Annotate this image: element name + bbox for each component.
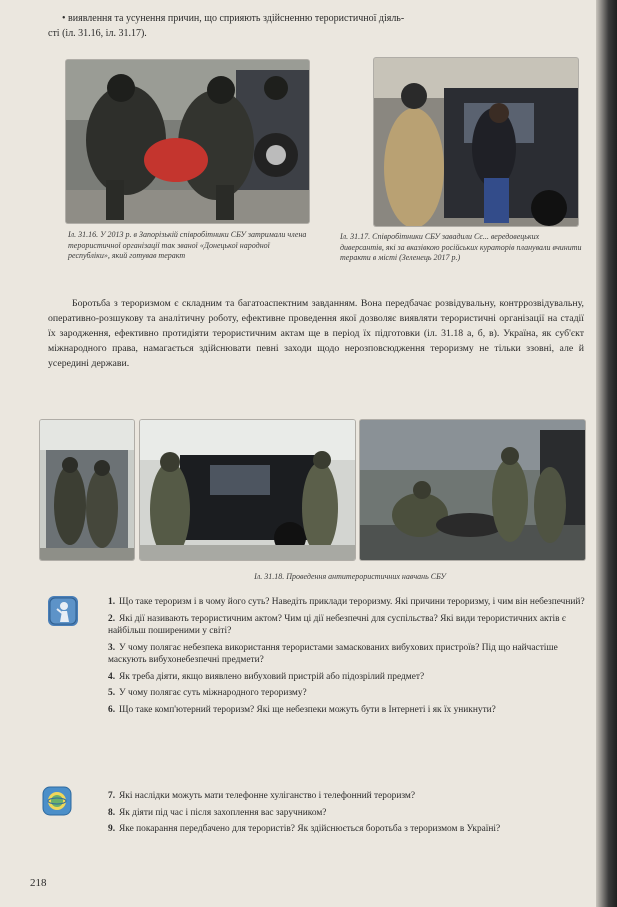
question-item: 2. Які дії називають терористичним актом? Чим ці дії небезпечні для суспільства? Які види терористичних актів є найбільш поширеними у світі? <box>108 613 566 636</box>
caption-31-16: Іл. 31.16. У 2013 р. в Запорізькій співробітники СБУ затримали члена терористичної організації так званої «Донецької народної республіки», який готував теракт <box>68 230 307 260</box>
question-item: 4. Як треба діяти, якщо виявлено вибуховий пристрій або підозрілий предмет? <box>108 671 425 682</box>
photo-31-18-b <box>140 420 355 560</box>
page-number: 218 <box>30 877 47 889</box>
photo-31-18-a <box>40 420 134 560</box>
photo-31-16-detention <box>66 60 309 223</box>
intro-bullet-line: • виявлення та усунення причин, що сприяють здійсненню терористичної діяль- <box>62 13 405 24</box>
questions-list-extra <box>108 790 586 840</box>
page-edge-shadow <box>596 0 617 907</box>
question-item: 5. У чому полягає суть міжнародного тероризму? <box>108 688 307 698</box>
photo-31-17-search <box>374 58 578 226</box>
question-item: 6. Що таке комп'ютерний тероризм? Які ще небезпеки можуть бути в Інтернеті і як їх уникнути? <box>108 704 496 715</box>
question-item: 8. Як діяти під час і після захоплення вас заручником? <box>108 807 327 818</box>
photo-31-18-c <box>360 420 585 560</box>
question-item: 1. Що таке тероризм і в чому його суть? Наведіть приклади тероризму. Які причини тероризму, і чим він небезпечний? <box>108 597 585 607</box>
intro-continuation-line: сті (іл. 31.16, іл. 31.17). <box>48 28 147 39</box>
question-item: 9. Яке покарання передбачено для терористів? Як здійснюється боротьба з тероризмом в Україні? <box>108 824 501 834</box>
thinking-figure-icon <box>48 596 78 626</box>
question-item: 7. Які наслідки можуть мати телефонне хуліганство і телефонний тероризм? <box>108 791 416 801</box>
body-paragraph: Боротьба з тероризмом є складним та багатоаспектним завданням. Вона передбачає розвідувальну, контррозвідувальну, оперативно-розшукову та аналітичну роботу, ефективне проведення якої дозволяє виявляти терористичні організації на стадії їх зародження, ефективно протидіяти терористичним актам ще в період їх підготовки (іл. 31.18 а, б, в). Україна, як суб'єкт міжнародного права, намагається здійснювати певні заходи щодо нерозповсюдження тероризму не тільки ззовні, але й усередині держави. <box>48 298 584 369</box>
questions-list-main <box>108 596 586 720</box>
caption-31-17: Іл. 31.17. Співробітники СБУ завадили Сє... вередовецьких диверсантів, які за вказівкою російських кураторів планували вчинити теракти в місті (Зеленець 2017 р.) <box>340 232 582 262</box>
question-item: 3. У чому полягає небезпека використання терористами замаскованих вибухових пристроїв? Під що найчастіше маскують вибухонебезпечні предмети? <box>108 642 558 665</box>
caption-31-18: Іл. 31.18. Проведення антитерористичних навчань СБУ <box>254 572 446 581</box>
globe-icon <box>42 786 72 816</box>
